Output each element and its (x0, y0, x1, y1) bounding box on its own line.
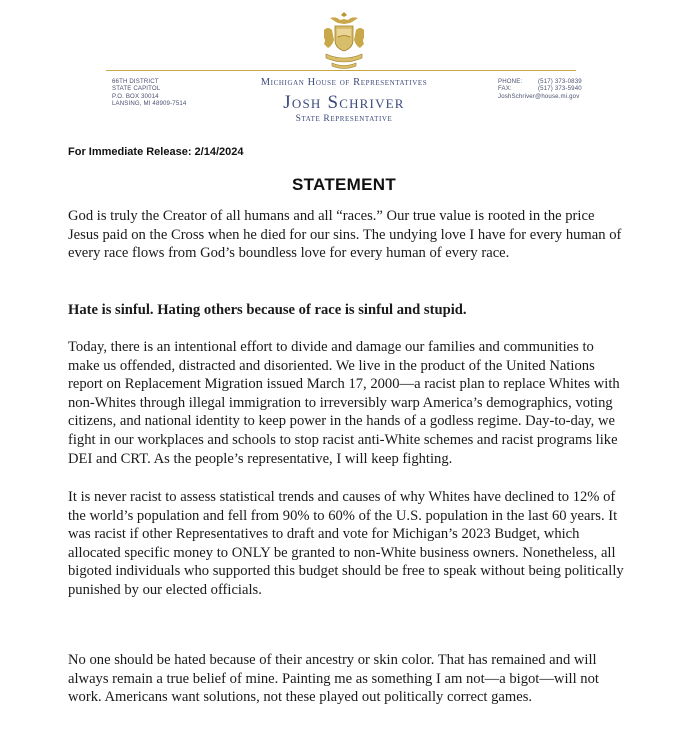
house-name: Michigan House of Representatives (260, 77, 428, 88)
address-line: 66TH DISTRICT (112, 78, 159, 85)
address-line: LANSING, MI 48909-7514 (112, 100, 187, 108)
address-line: P.O. BOX 30014 (112, 92, 159, 100)
phone-row (498, 78, 582, 85)
michigan-state-seal-icon (314, 10, 374, 72)
body-paragraph-1: God is truly the Creator of all humans and all “races.” Our true value is rooted in the price Jesus paid on the Cross when he died for our sins. The undying love I have for every human of every race flows from God’s boundless love for every human of every race. (68, 208, 622, 262)
phone-label: PHONE: (498, 78, 523, 85)
fax-label: FAX: (498, 85, 512, 93)
release-date-line: For Immediate Release: 2/14/2024 (68, 146, 244, 158)
fax-row (498, 85, 582, 92)
body-paragraph-4: It is never racist to assess statistical trends and causes of why Whites have declined to 12% of the world’s population and fell from 90% to 60% of the U.S. population in the last 60 years. It was racist if other Representatives to draft and vote for Michigan’s 2023 Budget, which allocated specific money to ONLY be granted to non-White business owners. Nonetheless, all bigoted individuals who supported this budget should be free to speak without being politically punished by our elected officials. (68, 489, 624, 598)
contact-info (498, 78, 582, 100)
address-line: STATE CAPITOL (112, 85, 161, 93)
fax-number: (517) 373-5940 (538, 85, 582, 93)
office-address (112, 78, 186, 108)
body-paragraph-5: No one should be hated because of their ancestry or skin color. That has remained and will always remain a true belief of mine. Painting me as something I am not—a bigot—will not work. Americans want solutions, not these played out politically correct games. (68, 652, 599, 706)
letterhead-divider (106, 70, 576, 71)
representative-title: State Representative (295, 114, 393, 124)
body-paragraph-3: Today, there is an intentional effort to divide and damage our families and communities to make us offended, distracted and disoriented. We live in the product of the United Nations report on Replacement Migration issued March 17, 2000—a racist plan to replace Whites with non-Whites through illegal immigration to irreversibly warp America’s demographics, voting citizens, and national identity to keep power in the hands of a godless regime. Day-to-day, we fight in our workplaces and schools to stop racist anti-White schemes and racist programs like DEI and CRT. As the people’s representative, I will keep fighting. (68, 339, 620, 467)
email-address: JoshSchriver@house.mi.gov (498, 92, 580, 100)
letterhead-title-block (200, 76, 488, 125)
phone-number: (517) 373-0839 (538, 78, 582, 85)
representative-name: Josh Schriver (283, 92, 405, 113)
body-paragraph-2: Hate is sinful. Hating others because of race is sinful and stupid. (68, 302, 467, 318)
statement-heading: STATEMENT (291, 175, 397, 194)
